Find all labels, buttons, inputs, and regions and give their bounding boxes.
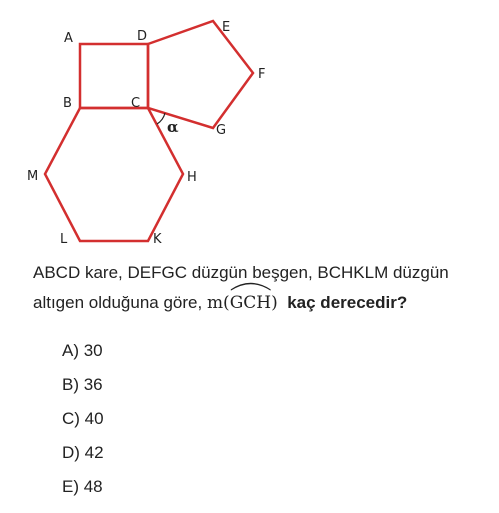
option-e[interactable]: E) 48: [62, 477, 103, 496]
vertex-label-b: B: [63, 96, 72, 111]
geometry-figure: [0, 0, 499, 255]
option-d[interactable]: D) 42: [62, 443, 104, 462]
vertex-label-c: C: [131, 96, 141, 111]
angle-label-alpha: α: [167, 118, 179, 136]
vertex-label-g: G: [216, 123, 227, 138]
angle-arc: [157, 113, 165, 124]
angle-expression: [207, 293, 278, 313]
arc-hat-icon: [230, 281, 271, 291]
math-prefix: m(: [206, 293, 230, 313]
arc-notation: [230, 288, 271, 318]
question-statement: ABCD kare, DEFGC düzgün beşgen, BCHKLM düzgün altıgen olduğuna göre,: [33, 263, 449, 312]
pentagon-defgc: [148, 21, 253, 128]
math-suffix: ): [271, 293, 278, 313]
arc-letters: GCH: [229, 293, 272, 313]
vertex-label-m: M: [27, 169, 39, 184]
option-c[interactable]: C) 40: [62, 409, 104, 428]
answer-options: [62, 334, 104, 504]
vertex-label-h: H: [187, 170, 197, 185]
vertex-label-d: D: [137, 29, 148, 44]
vertex-label-l: L: [60, 232, 68, 247]
vertex-label-k: K: [153, 232, 162, 247]
vertex-label-a: A: [64, 31, 73, 46]
question-text: [33, 258, 493, 318]
option-a[interactable]: A) 30: [62, 341, 103, 360]
question-ask: kaç derecedir?: [287, 293, 408, 312]
vertex-label-f: F: [258, 67, 266, 82]
option-b[interactable]: B) 36: [62, 375, 103, 394]
hexagon-bchklm: [45, 108, 183, 241]
vertex-label-e: E: [222, 20, 231, 35]
